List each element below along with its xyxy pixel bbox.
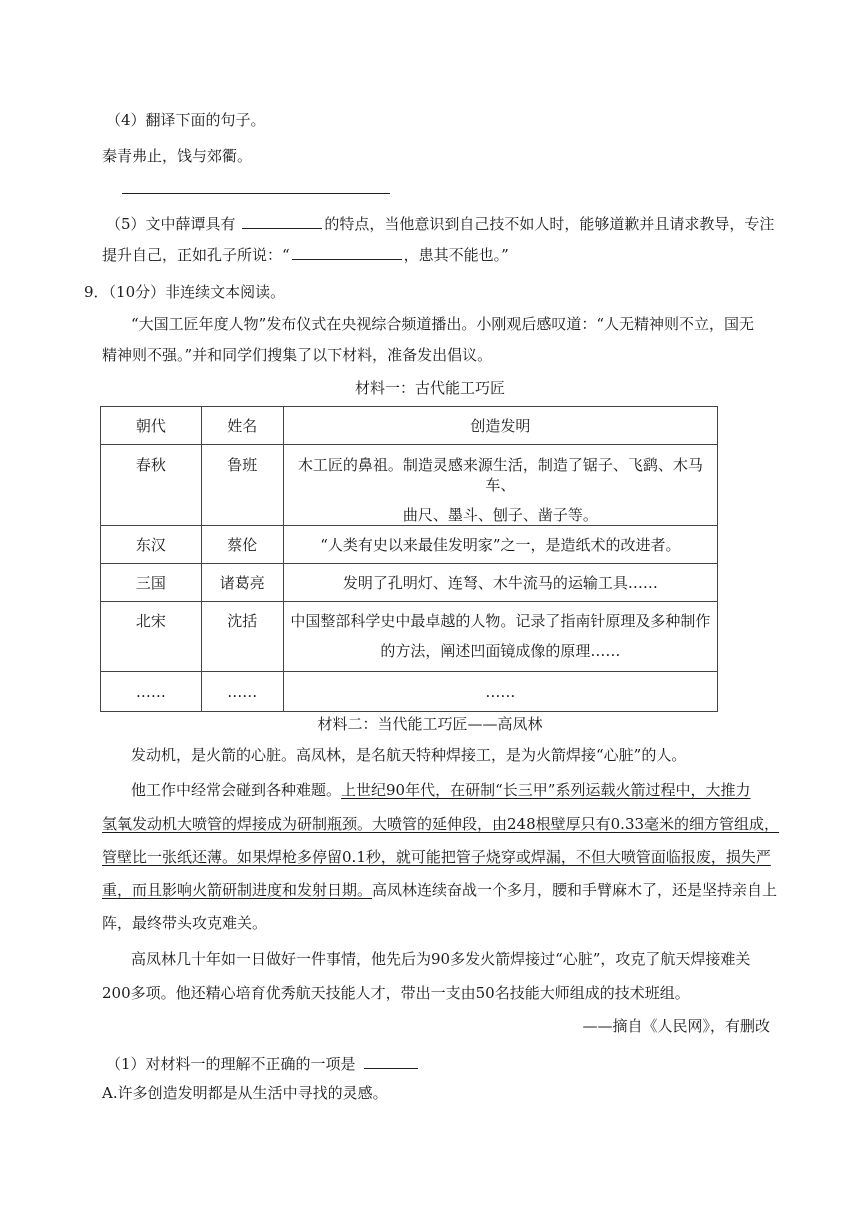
table-cell-dynasty: 春秋 <box>101 445 202 526</box>
material1-title: 材料一：古代能工巧匠 <box>354 379 505 397</box>
material2-p2-line4 <box>102 880 777 900</box>
table-cell-invention <box>283 445 717 526</box>
material2-p2-line1 <box>131 780 750 800</box>
table-header-invention: 创造发明 <box>283 407 717 445</box>
table-cell-name: …… <box>201 672 283 712</box>
q8-part4-prompt: （4）翻译下面的句子。 <box>106 111 266 129</box>
table-row <box>101 564 718 602</box>
material1-table <box>100 406 718 712</box>
answer-line[interactable] <box>122 193 390 194</box>
q8-part5-line2 <box>102 243 509 265</box>
q9-intro-line2: 精神则不强。”并和同学们搜集了以下材料，准备发出倡议。 <box>102 346 493 364</box>
q8-part5-text-c: 提升自己，正如孔子所说：“ <box>102 246 290 264</box>
q9-sub1 <box>106 1052 418 1074</box>
table-cell-invention: 发明了孔明灯、连弩、木牛流马的运输工具…… <box>283 564 717 602</box>
p2-text: 高凤林连续奋战一个多月，腰和手臂麻木了，还是坚持亲自上 <box>372 881 778 899</box>
material2-p2-line3: 管壁比一张纸还薄。如果焊枪多停留0.1秒，就可能把管子烧穿或焊漏，不但大喷管面临报废，损失严 <box>102 848 771 866</box>
invention-line-1: 中国整部科学史中最卓越的人物。记录了指南针原理及多种制作 <box>290 612 711 630</box>
q8-part5-line1 <box>106 212 774 234</box>
table-row <box>101 445 718 526</box>
material2-p2-line5: 阵，最终带头攻克难关。 <box>102 914 268 932</box>
material2-p3-line1: 高凤林几十年如一日做好一件事情，他先后为90多发火箭焊接过“心脏”，攻克了航天焊接难关 <box>131 950 751 968</box>
material2-title: 材料二：当代能工巧匠——高凤林 <box>317 715 543 733</box>
table-cell-dynasty: 三国 <box>101 564 202 602</box>
q8-part4-sentence: 秦青弗止，饯与郊衢。 <box>102 147 253 165</box>
answer-blank-trait[interactable] <box>242 212 322 229</box>
table-row <box>101 526 718 564</box>
q9-header: 9．（10分）非连续文本阅读。 <box>84 283 286 301</box>
material2-paragraph1: 发动机，是火箭的心脏。高凤林，是名航天特种焊接工，是为火箭焊接“心脏”的人。 <box>131 746 687 764</box>
answer-blank-quote[interactable] <box>292 243 402 260</box>
table-cell-invention <box>283 602 717 672</box>
invention-line-1: 木工匠的鼻祖。制造灵感来源生活，制造了锯子、飞鹞、木马车、 <box>297 456 703 494</box>
q9-option-a[interactable]: A.许多创造发明都是从生活中寻找的灵感。 <box>102 1084 388 1102</box>
material2-p2-line2: 氢氧发动机大喷管的焊接成为研制瓶颈。大喷管的延伸段，由248根壁厚只有0.33毫米的细方管组成， <box>102 815 780 833</box>
q8-part5-text-b: 的特点，当他意识到自己技不如人时，能够道歉并且请求教导，专注 <box>324 215 775 233</box>
underlined-text: 重，而且影响火箭研制进度和发射日期。 <box>102 881 373 899</box>
table-cell-name: 鲁班 <box>201 445 283 526</box>
q8-part5-text-d: ，患其不能也。” <box>403 246 509 264</box>
q8-part5-text-a: （5）文中薛谭具有 <box>106 215 236 233</box>
p2-text: 他工作中经常会碰到各种难题。 <box>131 781 342 799</box>
underlined-text: 上世纪90年代，在研制“长三甲”系列运载火箭过程中，大推力 <box>341 781 751 799</box>
answer-blank-choice[interactable] <box>364 1052 418 1069</box>
q9-sub1-text: （1）对材料一的理解不正确的一项是 <box>106 1055 356 1073</box>
table-cell-name: 诸葛亮 <box>201 564 283 602</box>
table-header-row <box>101 407 718 445</box>
material2-p3-line2: 200多项。他还精心培育优秀航天技能人才，带出一支由50名技能大师组成的技术班组。 <box>102 984 690 1002</box>
invention-line-2: 的方法，阐述凹面镜成像的原理…… <box>380 642 621 660</box>
table-cell-name: 沈括 <box>201 602 283 672</box>
table-header-name: 姓名 <box>201 407 283 445</box>
table-cell-invention: “人类有史以来最佳发明家”之一，是造纸术的改进者。 <box>283 526 717 564</box>
table-cell-dynasty: 北宋 <box>101 602 202 672</box>
table-cell-invention: …… <box>283 672 717 712</box>
invention-line-2: 曲尺、墨斗、刨子、凿子等。 <box>402 506 598 524</box>
q9-intro-line1: “大国工匠年度人物”发布仪式在央视综合频道播出。小刚观后感叹道：“人无精神则不立，国无 <box>131 315 755 333</box>
table-row <box>101 672 718 712</box>
table-header-dynasty: 朝代 <box>101 407 202 445</box>
table-cell-dynasty: …… <box>101 672 202 712</box>
source-citation: ——摘自《人民网》，有删改 <box>582 1017 770 1035</box>
table-row <box>101 602 718 672</box>
table-cell-name: 蔡伦 <box>201 526 283 564</box>
table-cell-dynasty: 东汉 <box>101 526 202 564</box>
